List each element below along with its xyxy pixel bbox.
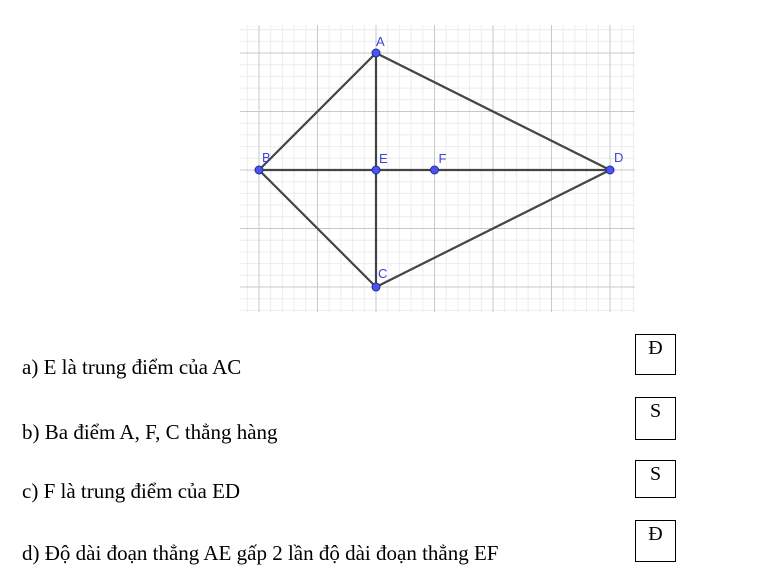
point-D [606, 166, 614, 174]
point-A [372, 49, 380, 57]
answer-box-d[interactable]: Đ [635, 520, 676, 562]
point-F [431, 166, 439, 174]
answer-box-b[interactable]: S [635, 397, 676, 440]
point-label-B: B [262, 150, 271, 165]
statement-c: c) F là trung điểm của ED [22, 479, 241, 503]
answer-box-a[interactable]: Đ [635, 334, 676, 375]
statement-d: d) Độ dài đoạn thẳng AE gấp 2 lần độ dài đoạn thẳng EF [22, 541, 499, 565]
point-label-A: A [376, 34, 385, 49]
statement-b: b) Ba điểm A, F, C thẳng hàng [22, 420, 278, 444]
labels-layer [262, 34, 623, 281]
statement-a: a) E là trung điểm của AC [22, 355, 242, 379]
point-E [372, 166, 380, 174]
point-C [372, 283, 380, 291]
point-label-D: D [614, 150, 624, 165]
answer-box-c[interactable]: S [635, 460, 676, 498]
point-B [255, 166, 263, 174]
point-label-E: E [379, 151, 388, 166]
point-label-F: F [438, 151, 447, 166]
point-label-C: C [378, 266, 388, 281]
